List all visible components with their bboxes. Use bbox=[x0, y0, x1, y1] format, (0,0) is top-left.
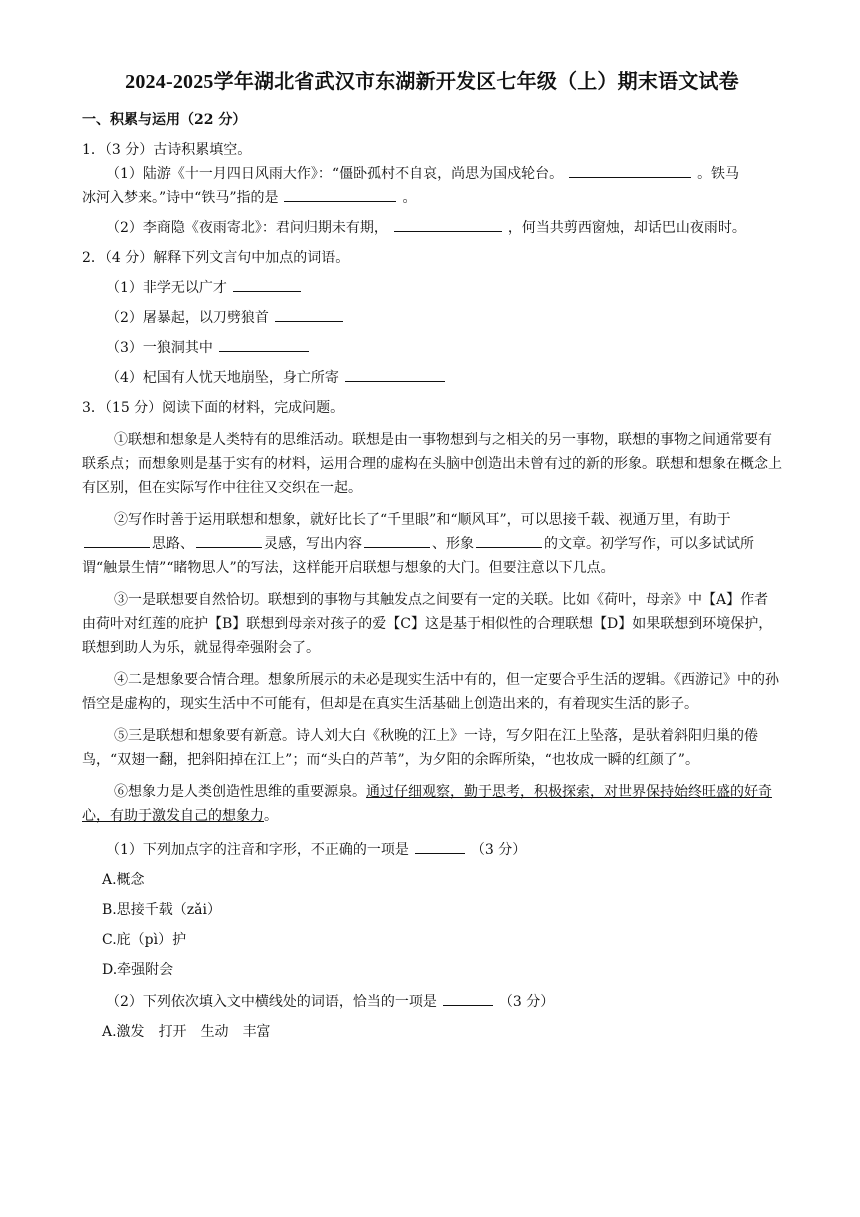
fill-blank[interactable] bbox=[84, 533, 150, 548]
option-c[interactable]: C.庇（pì）护 bbox=[102, 932, 187, 948]
question-1-sub-1 bbox=[82, 162, 782, 186]
option-word: 丰富 bbox=[242, 1024, 271, 1040]
p6-text: 。 bbox=[264, 808, 278, 824]
answer-blank[interactable] bbox=[233, 277, 301, 292]
option-a[interactable]: A.概念 bbox=[102, 872, 145, 888]
p6-text: ⑥想象力是人类创造性思维的重要源泉。 bbox=[114, 784, 366, 800]
question-2-item-3 bbox=[82, 336, 782, 360]
page-title: 2024-2025学年湖北省武汉市东湖新开发区七年级（上）期末语文试卷 bbox=[125, 71, 739, 93]
p2-text: 的文章。初学写作，可以多试试所谓“触景生情”“睹物思人”的写法，这样能开启联想与想象的大门。但要注意以下几点。 bbox=[82, 536, 754, 576]
option-d[interactable]: D.牵强附会 bbox=[102, 962, 174, 978]
q2-item-text: （1）非学无以广才 bbox=[106, 280, 227, 296]
option-word: 打开 bbox=[158, 1024, 187, 1040]
sub-question-1 bbox=[82, 838, 782, 862]
p2-text: 思路、 bbox=[152, 536, 194, 552]
answer-blank[interactable] bbox=[284, 187, 396, 202]
option-b[interactable]: B.思接千载（zǎi） bbox=[102, 902, 221, 918]
answer-blank[interactable] bbox=[569, 163, 691, 178]
option-word: A.激发 bbox=[102, 1024, 145, 1040]
q1-s1-text-a: （1）陆游《十一月四日风雨大作》：“僵卧孤村不自哀，尚思为国戍轮台。 bbox=[106, 166, 564, 182]
question-2-head: 2．（4 分）解释下列文言句中加点的词语。 bbox=[82, 250, 350, 266]
answer-blank[interactable] bbox=[394, 217, 502, 232]
question-1 bbox=[82, 138, 782, 240]
q1-s1-text-c: 冰河入梦来。”诗中“铁马”指的是 bbox=[82, 190, 279, 206]
question-1-head: 1．（3 分）古诗积累填空。 bbox=[82, 142, 252, 158]
passage-paragraph-4: ④二是想象要合情合理。想象所展示的未必是现实生活中有的，但一定要合乎生活的逻辑。《西游记》中的孙悟空是虚构的，现实生活中不可能有，但却是在真实生活基础上创造出来的，有着现实生活的影子。 bbox=[82, 672, 779, 712]
sub2-stem: （2）下列依次填入文中横线处的词语，恰当的一项是 bbox=[106, 994, 437, 1010]
section-heading: 一、积累与运用（22 分） bbox=[82, 112, 247, 128]
underlined-sentence: 通过仔细观察，勤于思考，积极探索，对世界保持始终旺盛的好奇心，有助于激发自己的想象力 bbox=[82, 784, 772, 824]
fill-blank[interactable] bbox=[364, 533, 430, 548]
p2-text: 、形象 bbox=[432, 536, 474, 552]
option-word: 生动 bbox=[200, 1024, 229, 1040]
option-a[interactable] bbox=[82, 1020, 782, 1044]
question-3-head: 3．（15 分）阅读下面的材料，完成问题。 bbox=[82, 400, 345, 416]
question-2 bbox=[82, 246, 782, 390]
q2-item-text: （4）杞国有人忧天地崩坠，身亡所寄 bbox=[106, 370, 339, 386]
question-2-item-4 bbox=[82, 366, 782, 390]
sub1-stem: （1）下列加点字的注音和字形，不正确的一项是 bbox=[106, 842, 409, 858]
sub2-score: （3 分） bbox=[498, 994, 555, 1010]
q1-s1-text-b: 。铁马 bbox=[697, 166, 740, 182]
passage-paragraph-6 bbox=[82, 780, 782, 828]
passage-paragraph-2 bbox=[82, 508, 782, 580]
fill-blank[interactable] bbox=[196, 533, 262, 548]
q1-s1-text-d: 。 bbox=[402, 190, 417, 206]
passage-paragraph-1: ①联想和想象是人类特有的思维活动。联想是由一事物想到与之相关的另一事物，联想的事物之间通常要有联系点；而想象则是基于实有的材料，运用合理的虚构在头脑中创造出未曾有过的新的形象。联想和想象在概念上有区别，但在实际写作中往往又交织在一起。 bbox=[82, 432, 782, 496]
q1-s2-text-b: ，何当共剪西窗烛，却话巴山夜雨时。 bbox=[507, 220, 746, 236]
answer-blank[interactable] bbox=[219, 337, 309, 352]
question-1-sub-1-cont bbox=[82, 186, 782, 210]
sub-question-2 bbox=[82, 990, 782, 1014]
q2-item-text: （3）一狼洞其中 bbox=[106, 340, 213, 356]
answer-blank[interactable] bbox=[275, 307, 343, 322]
passage-paragraph-5: ⑤三是联想和想象要有新意。诗人刘大白《秋晚的江上》一诗，写夕阳在江上坠落，是驮着斜阳归巢的倦鸟，“双翅一翻，把斜阳掉在江上”；而“头白的芦苇”，为夕阳的余晖所染，“也妆成一瞬的红颜了”。 bbox=[82, 728, 758, 768]
fill-blank[interactable] bbox=[476, 533, 542, 548]
p2-text: 灵感，写出内容 bbox=[264, 536, 362, 552]
question-2-item-1 bbox=[82, 276, 782, 300]
answer-blank[interactable] bbox=[345, 367, 445, 382]
passage-paragraph-3: ③一是联想要自然恰切。联想到的事物与其触发点之间要有一定的关联。比如《荷叶，母亲》中【A】作者由荷叶对红莲的庇护【B】联想到母亲对孩子的爱【C】这是基于相似性的合理联想【D】如果联想到环境保护，联想到助人为乐，就显得牵强附会了。 bbox=[82, 592, 773, 656]
answer-blank[interactable] bbox=[415, 839, 465, 854]
question-1-sub-2 bbox=[82, 216, 782, 240]
question-3 bbox=[82, 396, 782, 1044]
sub1-score: （3 分） bbox=[470, 842, 527, 858]
q2-item-text: （2）屠暴起，以刀劈狼首 bbox=[106, 310, 269, 326]
p2-text: ②写作时善于运用联想和想象，就好比长了“千里眼”和“顺风耳”，可以思接千载、视通万里，有助于 bbox=[114, 512, 731, 528]
question-2-item-2 bbox=[82, 306, 782, 330]
q1-s2-text-a: （2）李商隐《夜雨寄北》：君问归期未有期， bbox=[106, 220, 388, 236]
answer-blank[interactable] bbox=[443, 991, 493, 1006]
